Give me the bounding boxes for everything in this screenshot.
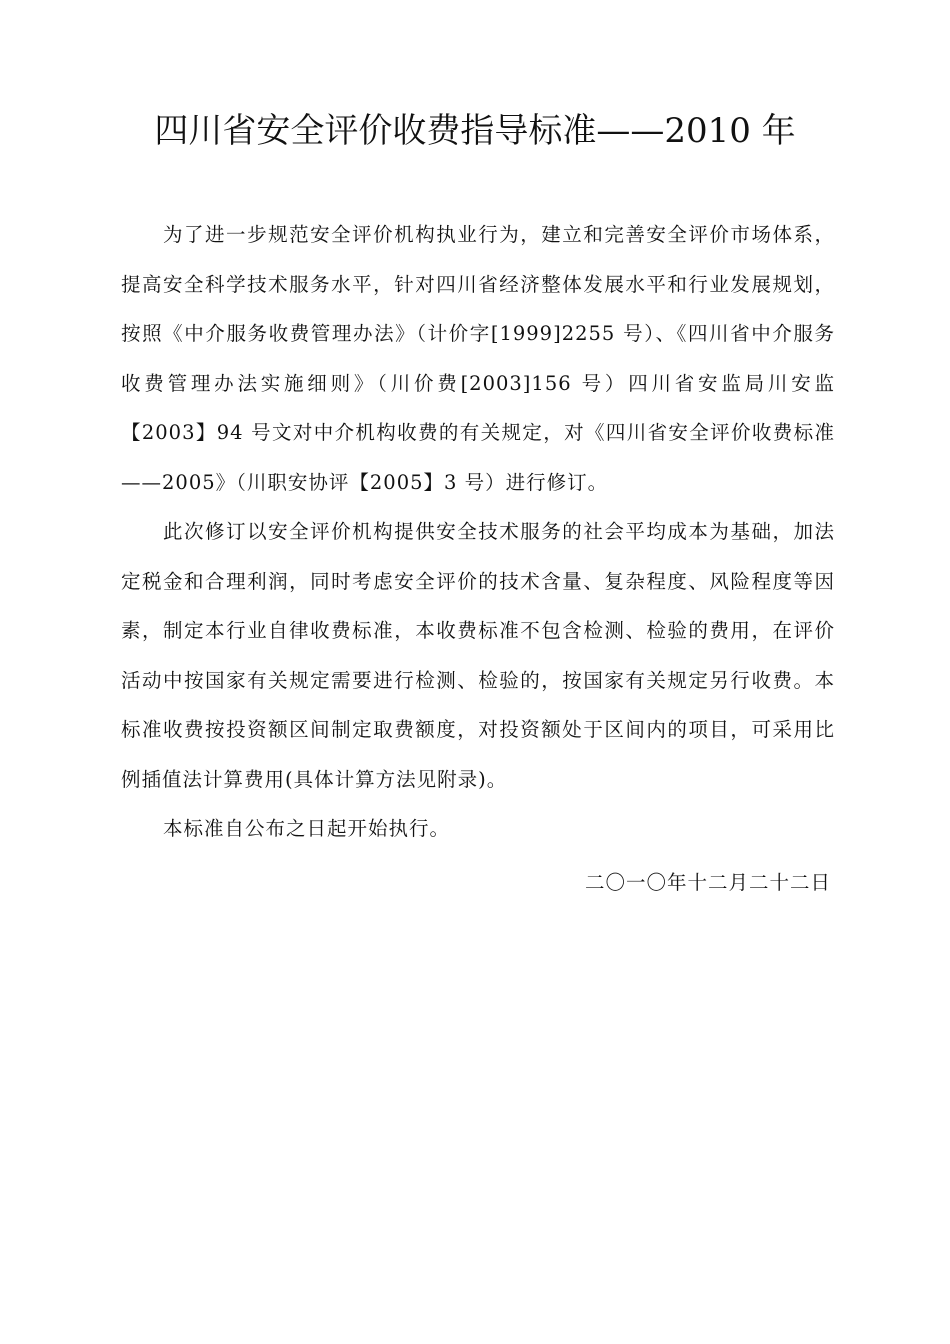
paragraph-basis: 此次修订以安全评价机构提供安全技术服务的社会平均成本为基础，加法定税金和合理利润，同时考虑安全评价的技术含量、复杂程度、风险程度等因素，制定本行业自律收费标准，本收费标准不包含检测、检验的费用，在评价活动中按国家有关规定需要进行检测、检验的，按国家有关规定另行收费。本标准收费按投资额区间制定取费额度，对投资额处于区间内的项目，可采用比例插值法计算费用(具体计算方法见附录)。 — [121, 520, 835, 791]
page-title: 四川省安全评价收费指导标准——2010 年 — [154, 111, 796, 151]
paragraph-purpose: 为了进一步规范安全评价机构执业行为，建立和完善安全评价市场体系，提高安全科学技术服务水平，针对四川省经济整体发展水平和行业发展规划，按照《中介服务收费管理办法》（计价字[1999]2255 号）、《四川省中介服务收费管理办法实施细则》（川价费[2003]156 号）四川省安监局川安监【2003】94 号文对中介机构收费的有关规定，对《四川省安全评价收费标准——2005》（川职安协评【2005】3 号）进行修订。 — [121, 223, 835, 494]
paragraph-effective: 本标准自公布之日起开始执行。 — [163, 817, 451, 840]
document-date: 二〇一〇年十二月二十二日 — [584, 871, 831, 894]
document-body — [121, 210, 835, 854]
